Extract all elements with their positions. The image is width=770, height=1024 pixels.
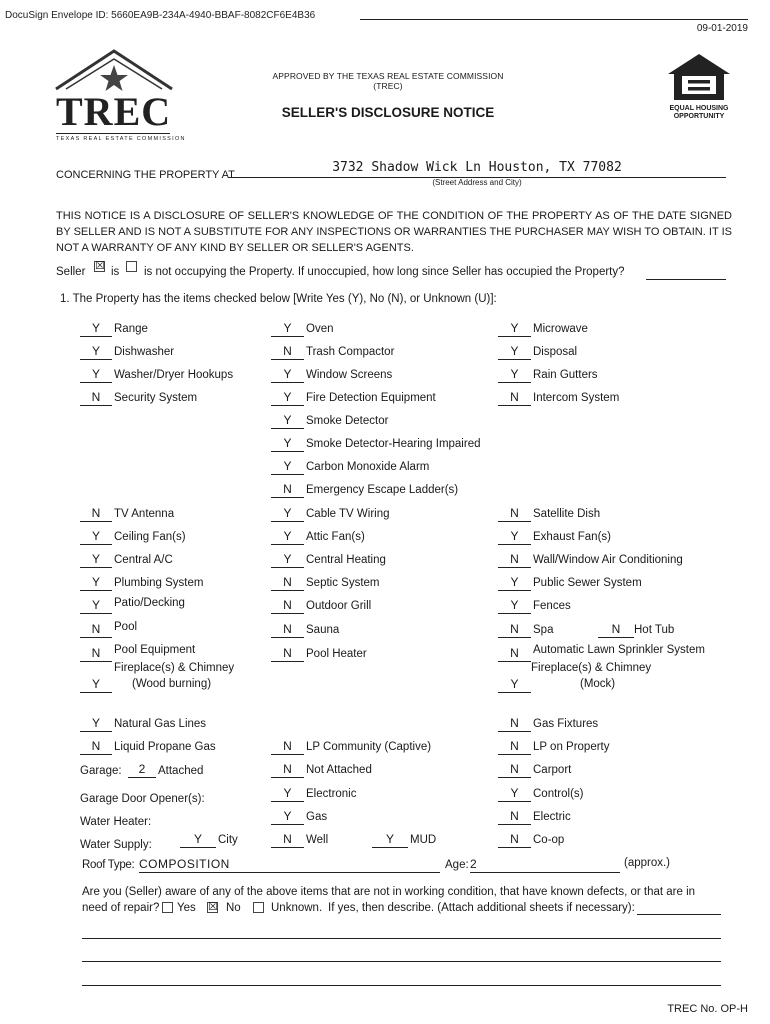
garage-attached-value[interactable]: 2 bbox=[128, 762, 156, 778]
public-sewer-value[interactable]: Y bbox=[498, 575, 531, 591]
fireplace-wood-label: Fireplace(s) & Chimney bbox=[114, 662, 235, 674]
water-supply-label: Water Supply: bbox=[80, 839, 152, 851]
garage-label: Garage: bbox=[80, 765, 122, 777]
form-title: SELLER'S DISCLOSURE NOTICE bbox=[281, 105, 495, 120]
central-ac-value[interactable]: Y bbox=[80, 552, 112, 568]
spa-label: Spa bbox=[533, 624, 554, 636]
equal-housing-icon bbox=[664, 52, 734, 102]
smoke-detector-hi-label: Smoke Detector-Hearing Impaired bbox=[306, 438, 481, 450]
roof-age-value[interactable]: 2 bbox=[470, 857, 620, 873]
microwave-value[interactable]: Y bbox=[498, 321, 531, 337]
opener-controls-label: Control(s) bbox=[533, 788, 584, 800]
occupancy-is: is bbox=[111, 266, 120, 278]
supply-coop-value[interactable]: N bbox=[498, 832, 531, 848]
cable-tv-label: Cable TV Wiring bbox=[306, 508, 390, 520]
fireplace-mock-value[interactable]: Y bbox=[498, 677, 531, 693]
gas-fixtures-value[interactable]: N bbox=[498, 716, 531, 732]
rain-gutters-label: Rain Gutters bbox=[533, 369, 598, 381]
outdoor-grill-value[interactable]: N bbox=[271, 598, 304, 614]
envelope-rule bbox=[360, 19, 748, 20]
water-heater-label: Water Heater: bbox=[80, 816, 152, 828]
sprinkler-value[interactable]: N bbox=[498, 646, 531, 662]
supply-mud-value[interactable]: Y bbox=[372, 832, 408, 848]
central-ac-label: Central A/C bbox=[114, 554, 173, 566]
property-label: CONCERNING THE PROPERTY AT bbox=[56, 169, 235, 181]
trash-compactor-label: Trash Compactor bbox=[306, 346, 395, 358]
form-number: TREC No. OP-H bbox=[667, 1003, 748, 1015]
pool-heater-label: Pool Heater bbox=[306, 648, 367, 660]
trash-compactor-value[interactable]: N bbox=[271, 344, 304, 360]
supply-city-value[interactable]: Y bbox=[180, 832, 216, 848]
repair-no-checkbox[interactable]: ☒ bbox=[208, 901, 218, 913]
plumbing-label: Plumbing System bbox=[114, 577, 204, 589]
oven-value[interactable]: Y bbox=[271, 321, 304, 337]
co-alarm-label: Carbon Monoxide Alarm bbox=[306, 461, 430, 473]
pool-equipment-value[interactable]: N bbox=[80, 646, 112, 662]
dishwasher-label: Dishwasher bbox=[114, 346, 175, 358]
address-caption: (Street Address and City) bbox=[432, 178, 522, 187]
sauna-label: Sauna bbox=[306, 624, 340, 636]
supply-well-label: Well bbox=[306, 834, 329, 846]
not-attached-value[interactable]: N bbox=[271, 762, 304, 778]
window-screens-value[interactable]: Y bbox=[271, 367, 304, 383]
cable-tv-value[interactable]: Y bbox=[271, 506, 304, 522]
dishwasher-value[interactable]: Y bbox=[80, 344, 112, 360]
range-value[interactable]: Y bbox=[80, 321, 112, 337]
attic-fans-value[interactable]: Y bbox=[271, 529, 304, 545]
pool-heater-value[interactable]: N bbox=[271, 646, 304, 662]
unoccupied-duration-field[interactable] bbox=[646, 279, 726, 280]
oven-label: Oven bbox=[306, 323, 334, 335]
supply-city-label: City bbox=[218, 834, 238, 846]
fireplace-mock-label: Fireplace(s) & Chimney bbox=[531, 662, 652, 674]
heater-electric-label: Electric bbox=[533, 811, 571, 823]
exhaust-fans-value[interactable]: Y bbox=[498, 529, 531, 545]
carport-label: Carport bbox=[533, 764, 572, 776]
repair-unknown-checkbox[interactable] bbox=[253, 902, 264, 913]
outdoor-grill-label: Outdoor Grill bbox=[306, 600, 372, 612]
disclosure-notice: THIS NOTICE IS A DISCLOSURE OF SELLER'S KNOWLEDGE OF THE CONDITION OF THE PROPERTY AS OF THE DATE SIGNED BY SELLER AND IS NOT A SUBSTITUTE FOR ANY INSPECTIONS OR WARRANTIES THE PURCHASER MAY WISH TO OBTAIN. IT IS NOT A WARRANTY OF ANY KIND BY SELLER OR SELLER'S AGENTS. bbox=[56, 210, 732, 254]
co-alarm-value[interactable]: Y bbox=[271, 459, 304, 475]
fire-detection-value[interactable]: Y bbox=[271, 390, 304, 406]
security-system-value[interactable]: N bbox=[80, 390, 112, 406]
approved-by-line: APPROVED BY THE TEXAS REAL ESTATE COMMISSION (TREC) bbox=[272, 71, 504, 91]
opener-electronic-value[interactable]: Y bbox=[271, 786, 304, 802]
lp-property-label: LP on Property bbox=[533, 741, 610, 753]
intercom-value[interactable]: N bbox=[498, 390, 531, 406]
escape-ladder-label: Emergency Escape Ladder(s) bbox=[306, 484, 459, 496]
garage-door-label: Garage Door Opener(s): bbox=[80, 793, 205, 805]
public-sewer-label: Public Sewer System bbox=[533, 577, 642, 589]
septic-value[interactable]: N bbox=[271, 575, 304, 591]
tv-antenna-value[interactable]: N bbox=[80, 506, 112, 522]
window-screens-label: Window Screens bbox=[306, 369, 393, 381]
envelope-id: DocuSign Envelope ID: 5660EA9B-234A-4940-BBAF-8082CF6E4B36 bbox=[5, 10, 316, 21]
satellite-dish-label: Satellite Dish bbox=[533, 508, 601, 520]
central-heating-label: Central Heating bbox=[306, 554, 386, 566]
wall-ac-value[interactable]: N bbox=[498, 552, 531, 568]
satellite-dish-value[interactable]: N bbox=[498, 506, 531, 522]
spa-value[interactable]: N bbox=[498, 622, 531, 638]
central-heating-value[interactable]: Y bbox=[271, 552, 304, 568]
exhaust-fans-label: Exhaust Fan(s) bbox=[533, 531, 611, 543]
fences-label: Fences bbox=[533, 600, 571, 612]
equal-housing-text: EQUAL HOUSING OPPORTUNITY bbox=[669, 105, 729, 120]
lp-property-value[interactable]: N bbox=[498, 739, 531, 755]
occupying-checkbox[interactable]: ☒ bbox=[95, 260, 105, 272]
attic-fans-label: Attic Fan(s) bbox=[306, 531, 365, 543]
liquid-propane-value[interactable]: N bbox=[80, 739, 112, 755]
garage-attached-label: Attached bbox=[158, 765, 204, 777]
heater-gas-label: Gas bbox=[306, 811, 328, 823]
hot-tub-value[interactable]: N bbox=[598, 622, 634, 638]
pool-value[interactable]: N bbox=[80, 622, 112, 638]
escape-ladder-value[interactable]: N bbox=[271, 482, 304, 498]
repair-describe-line-0[interactable] bbox=[637, 914, 721, 915]
ceiling-fans-label: Ceiling Fan(s) bbox=[114, 531, 186, 543]
repair-prefix: need of repair? bbox=[82, 902, 160, 914]
sprinkler-label: Automatic Lawn Sprinkler System bbox=[533, 644, 705, 656]
repair-describe-line-1[interactable] bbox=[82, 938, 721, 939]
not-attached-label: Not Attached bbox=[306, 764, 372, 776]
smoke-detector-hi-value[interactable]: Y bbox=[271, 436, 304, 452]
supply-coop-label: Co-op bbox=[533, 834, 565, 846]
ceiling-fans-value[interactable]: Y bbox=[80, 529, 112, 545]
heater-gas-value[interactable]: Y bbox=[271, 809, 304, 825]
repair-instruction: If yes, then describe. (Attach additional sheets if necessary): bbox=[328, 902, 635, 914]
roof-approx: (approx.) bbox=[624, 857, 671, 869]
washer-dryer-label: Washer/Dryer Hookups bbox=[114, 369, 234, 381]
patio-value[interactable]: Y bbox=[80, 598, 112, 614]
pool-equipment-label: Pool Equipment bbox=[114, 644, 196, 656]
trec-logo-subtitle: TEXAS REAL ESTATE COMMISSION bbox=[56, 136, 186, 142]
liquid-propane-label: Liquid Propane Gas bbox=[114, 741, 216, 753]
natural-gas-label: Natural Gas Lines bbox=[114, 718, 207, 730]
septic-label: Septic System bbox=[306, 577, 380, 589]
rain-gutters-value[interactable]: Y bbox=[498, 367, 531, 383]
fireplace-mock-sub: (Mock) bbox=[580, 678, 616, 690]
patio-label: Patio/Decking bbox=[114, 597, 185, 609]
disposal-label: Disposal bbox=[533, 346, 578, 358]
repair-describe-line-2[interactable] bbox=[82, 961, 721, 962]
supply-well-value[interactable]: N bbox=[271, 832, 304, 848]
form-date: 09-01-2019 bbox=[696, 23, 748, 34]
repair-unknown-label: Unknown. bbox=[271, 902, 323, 914]
fireplace-wood-sub: (Wood burning) bbox=[132, 678, 212, 690]
range-label: Range bbox=[114, 323, 148, 335]
occupancy-question: is not occupying the Property. If unoccupied, how long since Seller has occupied the Property? bbox=[144, 266, 625, 278]
section-1-heading: 1. The Property has the items checked below [Write Yes (Y), No (N), or Unknown (U)]: bbox=[60, 293, 497, 305]
sauna-value[interactable]: N bbox=[271, 622, 304, 638]
repair-no-label: No bbox=[226, 902, 241, 914]
natural-gas-value[interactable]: Y bbox=[80, 716, 112, 732]
property-address[interactable]: 3732 Shadow Wick Ln Houston, TX 77082 bbox=[332, 160, 622, 175]
lp-community-label: LP Community (Captive) bbox=[306, 741, 432, 753]
roof-type-value[interactable]: COMPOSITION bbox=[139, 857, 440, 873]
opener-electronic-label: Electronic bbox=[306, 788, 357, 800]
repair-question-line1: Are you (Seller) aware of any of the above items that are not in working condition, that have known defects, or that are in bbox=[82, 886, 696, 898]
trec-logo-word: TREC bbox=[56, 89, 172, 134]
repair-yes-label: Yes bbox=[177, 902, 196, 914]
not-occupying-checkbox[interactable] bbox=[126, 261, 137, 272]
tv-antenna-label: TV Antenna bbox=[114, 508, 175, 520]
roof-age-label: Age: bbox=[445, 859, 469, 871]
washer-dryer-value[interactable]: Y bbox=[80, 367, 112, 383]
intercom-label: Intercom System bbox=[533, 392, 620, 404]
plumbing-value[interactable]: Y bbox=[80, 575, 112, 591]
heater-electric-value[interactable]: N bbox=[498, 809, 531, 825]
smoke-detector-label: Smoke Detector bbox=[306, 415, 389, 427]
fences-value[interactable]: Y bbox=[498, 598, 531, 614]
repair-describe-line-3[interactable] bbox=[82, 985, 721, 986]
gas-fixtures-label: Gas Fixtures bbox=[533, 718, 599, 730]
fireplace-wood-value[interactable]: Y bbox=[80, 677, 112, 693]
roof-type-label: Roof Type: bbox=[82, 859, 135, 871]
supply-mud-label: MUD bbox=[410, 834, 437, 846]
fire-detection-label: Fire Detection Equipment bbox=[306, 392, 436, 404]
hot-tub-label: Hot Tub bbox=[634, 624, 675, 636]
occupancy-seller: Seller bbox=[56, 266, 86, 278]
carport-value[interactable]: N bbox=[498, 762, 531, 778]
repair-yes-checkbox[interactable] bbox=[162, 902, 173, 913]
microwave-label: Microwave bbox=[533, 323, 588, 335]
pool-label: Pool bbox=[114, 621, 138, 633]
disposal-value[interactable]: Y bbox=[498, 344, 531, 360]
opener-controls-value[interactable]: Y bbox=[498, 786, 531, 802]
smoke-detector-value[interactable]: Y bbox=[271, 413, 304, 429]
security-system-label: Security System bbox=[114, 392, 198, 404]
wall-ac-label: Wall/Window Air Conditioning bbox=[533, 554, 683, 566]
lp-community-value[interactable]: N bbox=[271, 739, 304, 755]
